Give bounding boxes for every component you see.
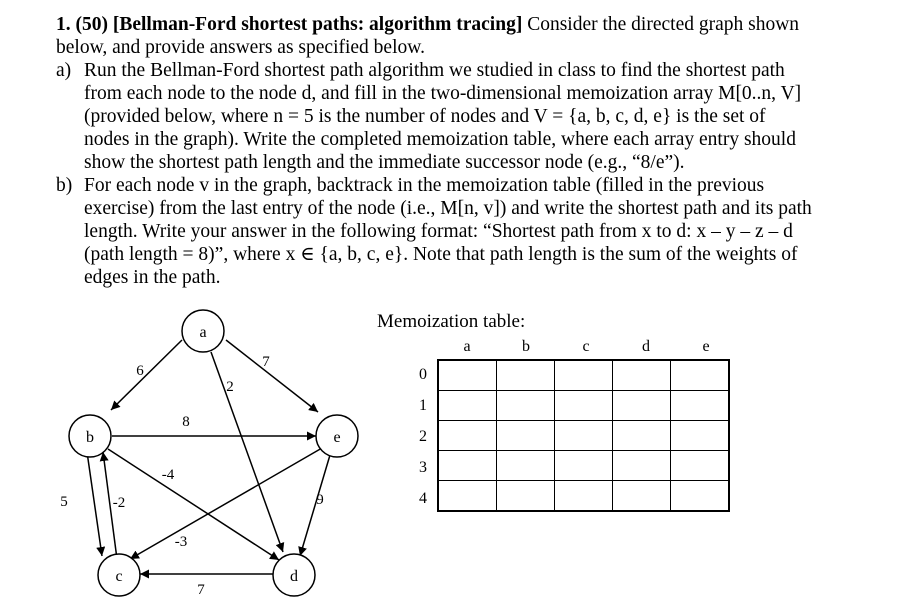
node-c-label: c: [115, 568, 123, 585]
node-c: [98, 554, 140, 596]
node-b: [69, 415, 111, 457]
weight-a-b: 6: [136, 363, 144, 379]
memo-cell[interactable]: [438, 391, 497, 421]
memo-cell[interactable]: [555, 391, 613, 421]
node-a-label: a: [199, 324, 207, 341]
memo-col-label: d: [642, 338, 650, 355]
memo-cell[interactable]: [671, 391, 730, 421]
memo-cell[interactable]: [497, 360, 555, 391]
memo-cell[interactable]: [613, 421, 671, 451]
part-b-line: edges in the path.: [84, 267, 221, 288]
edge-b-c: [87, 452, 102, 556]
part-a-label: a): [56, 60, 72, 81]
node-e-label: e: [333, 429, 341, 446]
memo-cell[interactable]: [613, 481, 671, 512]
memo-cell[interactable]: [613, 451, 671, 481]
part-a-line: Run the Bellman-Ford shortest path algorithm we studied in class to find the shortest path: [84, 60, 785, 81]
memo-row: [438, 360, 729, 391]
memo-cell[interactable]: [555, 360, 613, 391]
part-b-line: For each node v in the graph, backtrack in the memoization table (filled in the previous: [84, 175, 765, 196]
weight-a-d: 2: [226, 379, 234, 395]
memo-cell[interactable]: [438, 421, 497, 451]
memo-row: [438, 391, 729, 421]
node-e: [316, 415, 358, 457]
weight-a-e: 7: [262, 354, 270, 370]
memo-table: [437, 359, 730, 512]
weight-b-c: 5: [60, 494, 68, 510]
memo-cell[interactable]: [555, 481, 613, 512]
weight-b-e: 8: [182, 414, 190, 430]
memo-col-label: c: [582, 338, 590, 355]
weight-b-d: -3: [174, 534, 188, 550]
part-b-line: exercise) from the last entry of the node (i.e., M[n, v]) and write the shortest path and its path: [84, 198, 812, 219]
weight-d-c: 7: [197, 582, 205, 598]
memo-col-label: b: [522, 338, 530, 355]
memo-cell[interactable]: [671, 451, 730, 481]
part-a-line: nodes in the graph). Write the completed memoization table, where each array entry should: [84, 129, 796, 150]
weight-e-d: 9: [316, 492, 324, 508]
memo-cell[interactable]: [497, 451, 555, 481]
memo-cell[interactable]: [438, 481, 497, 512]
part-b-line: length. Write your answer in the following format: “Shortest path from x to d: x – y – z – d: [84, 221, 793, 242]
memo-col-label: e: [702, 338, 710, 355]
edge-e-d: [300, 455, 330, 556]
memo-cell[interactable]: [497, 391, 555, 421]
question-intro: Consider the directed graph shown: [522, 14, 800, 35]
edge-a-b: [111, 340, 182, 410]
part-b-line: (path length = 8)”, where x ∈ {a, b, c, e}. Note that path length is the sum of the weights of: [84, 244, 798, 265]
memo-row: [438, 481, 729, 512]
memo-cell[interactable]: [438, 360, 497, 391]
memo-row-label: 3: [419, 459, 427, 476]
node-a: [182, 310, 224, 352]
weight-e-c: -4: [161, 467, 175, 483]
memo-row: [438, 451, 729, 481]
memo-table-title: Memoization table:: [377, 311, 526, 332]
memo-cell[interactable]: [497, 421, 555, 451]
edge-e-c: [130, 448, 322, 559]
memo-cell[interactable]: [671, 360, 730, 391]
memo-cell[interactable]: [438, 451, 497, 481]
node-d-label: d: [290, 568, 298, 585]
memo-row-label: 0: [419, 366, 427, 383]
memo-row-label: 2: [419, 428, 427, 445]
node-b-label: b: [86, 429, 94, 446]
part-b-label: b): [56, 175, 73, 196]
part-a-line: (provided below, where n = 5 is the number of nodes and V = {a, b, c, d, e} is the set of: [84, 106, 766, 127]
memo-cell[interactable]: [671, 421, 730, 451]
memo-cell[interactable]: [671, 481, 730, 512]
memo-cell[interactable]: [555, 421, 613, 451]
part-a-line: from each node to the node d, and fill in the two-dimensional memoization array M[0..n, V]: [84, 83, 802, 104]
question-heading: 1. (50) [Bellman-Ford shortest paths: algorithm tracing]: [56, 14, 523, 35]
memo-cell[interactable]: [613, 360, 671, 391]
memo-row-label: 4: [419, 490, 427, 507]
memo-cell[interactable]: [497, 481, 555, 512]
memo-cell[interactable]: [555, 451, 613, 481]
weight-c-b: -2: [112, 495, 126, 511]
edge-a-e: [226, 340, 318, 412]
node-d: [273, 554, 315, 596]
memo-col-label: a: [463, 338, 471, 355]
memo-row-label: 1: [419, 397, 427, 414]
memo-row: [438, 421, 729, 451]
question-intro-cont: below, and provide answers as specified below.: [56, 37, 425, 58]
edge-b-d: [108, 449, 279, 560]
memo-cell[interactable]: [613, 391, 671, 421]
part-a-line: show the shortest path length and the immediate successor node (e.g., “8/e”).: [84, 152, 685, 173]
